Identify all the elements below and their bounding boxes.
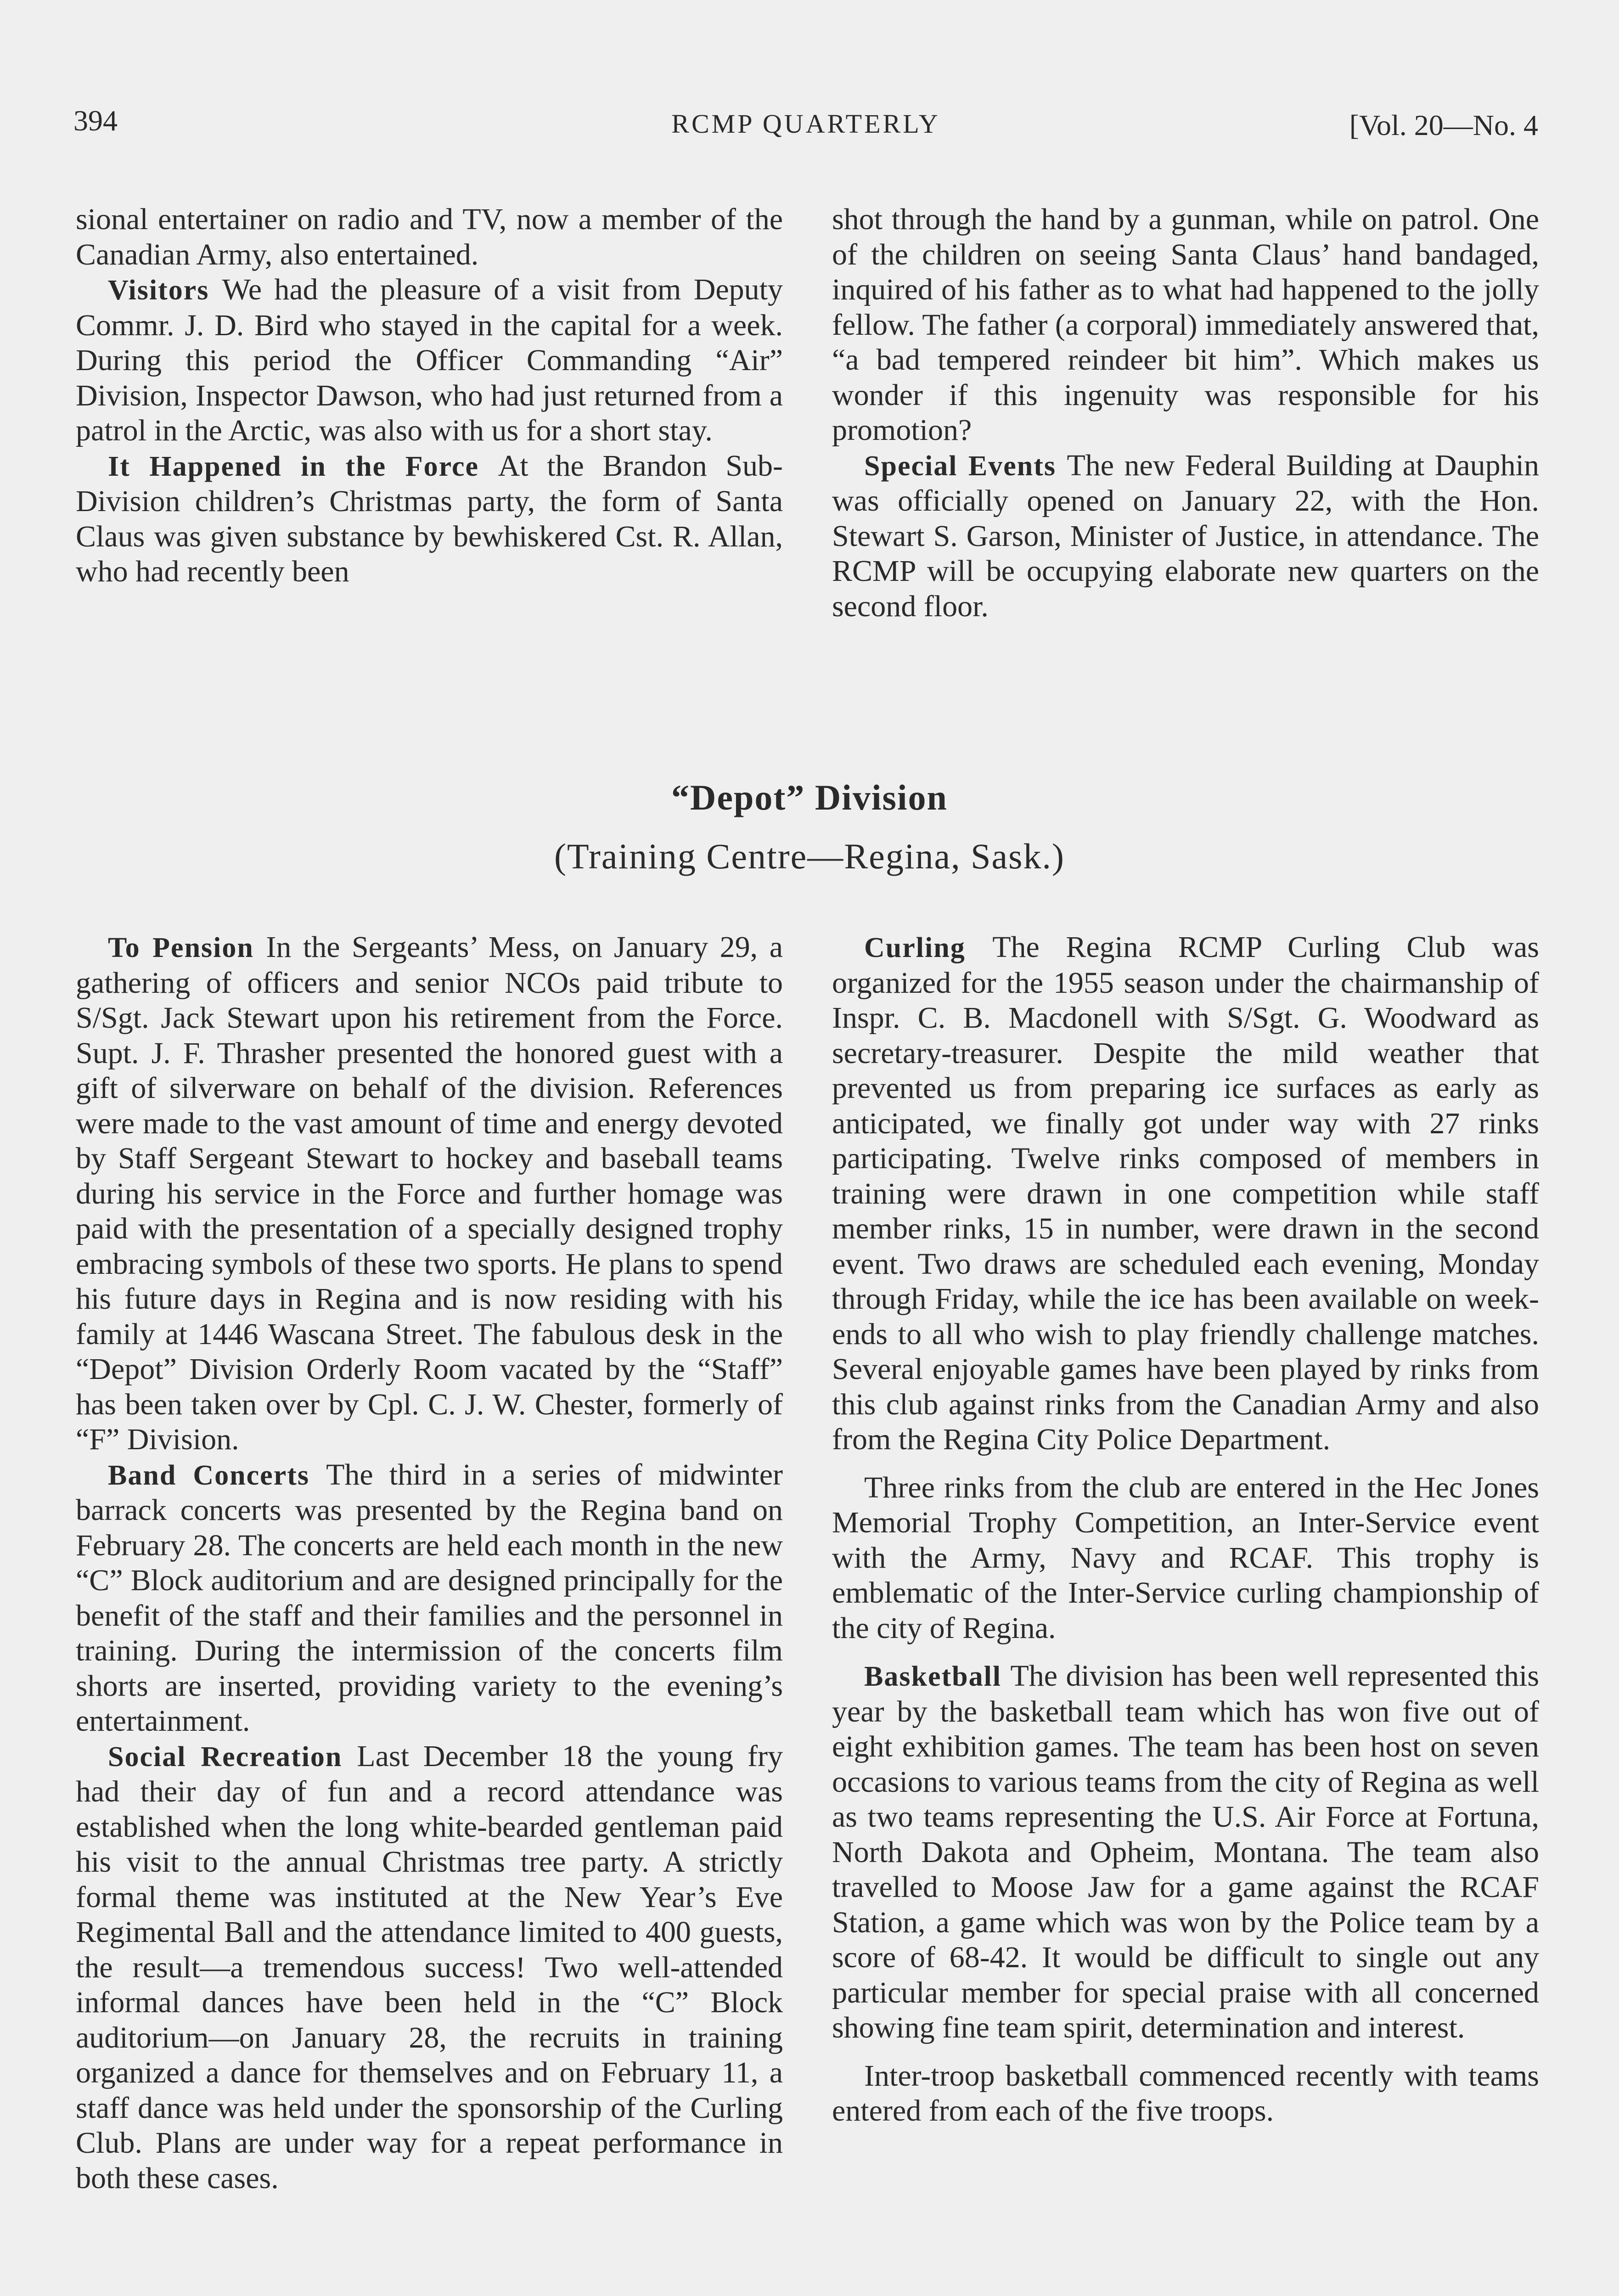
top-left-column bbox=[76, 202, 783, 590]
paragraph-text: In the Sergeants’ Mess, on January 29, a gathering of officers and senior NCOs paid tribute to S/Sgt. Jack Stewart upon his retirement from the Force. Supt. J. F. Thrasher presented the honored guest with a gift of silverware on behalf of the division. References were made to the vast amount of time and energy devoted by Staff Sergeant Stewart to hockey and baseball teams during his service in the Force and further homage was paid with the presentation of a specially designed trophy embracing symbols of these two sports. He plans to spend his future days in Regina and is now residing with his family at 1446 Wascana Street. The fabulous desk in the “Depot” Division Orderly Room vacated by the “Staff” has been taken over by Cpl. C. J. W. Chester, formerly of “F” Division. bbox=[76, 930, 783, 1456]
paragraph-text: The new Federal Building at Dauphin was officially opened on January 22, with the Hon. Stewart S. Garson, Minister of Justice, in attendance. The RCMP will be occupying elaborate new quarters on the second floor. bbox=[832, 448, 1539, 623]
section-heading: Basketball bbox=[864, 1661, 1011, 1692]
section-heading: Band Concerts bbox=[108, 1459, 326, 1491]
paragraph-text: The division has been well represented this year by the basketball team which has won five out of eight exhibition games. The team has been host on seven occasions to various teams from the city of Regina as well as two teams representing the U.S. Air Force at Fortuna, North Dakota and Opheim, Montana. The team also travelled to Moose Jaw for a game against the RCAF Station, a game which was won by the Police team by a score of 68-42. It would be difficult to single out any particular member for special praise with all concerned showing fine team spirit, determination and interest. bbox=[832, 1659, 1540, 2044]
division-title: “Depot” Division bbox=[671, 777, 948, 817]
paragraph-basketball bbox=[832, 1659, 1539, 2046]
section-heading: To Pension bbox=[108, 932, 266, 963]
paragraph-to-pension bbox=[76, 930, 783, 1458]
paragraph-visitors bbox=[76, 272, 783, 449]
paragraph-text: sional entertainer on radio and TV, now a member of the Canadian Army, also entertained. bbox=[76, 203, 783, 271]
volume-issue: [Vol. 20—No. 4 bbox=[1349, 109, 1538, 141]
section-heading: Social Recreation bbox=[108, 1741, 357, 1773]
journal-title: RCMP QUARTERLY bbox=[671, 109, 940, 139]
paragraph-text: The Regina RCMP Curling Club was organized for the 1955 season under the chairmanship of Inspr. C. B. Macdonell with S/Sgt. G. Woodward as secretary-treasurer. Despite the mild weather that prevented us from preparing ice surfaces as early as anticipated, we finally got under way with 27 rinks participating. Twelve rinks composed of members in training were drawn in one competition while staff member rinks, 15 in number, were drawn in the second event. Two draws are scheduled each evening, Monday through Friday, while the ice has been available on week-ends to all who wish to play friendly challenge matches. Several enjoyable games have been played by rinks from this club against rinks from the Canadian Army and also from the Regina City Police Department. bbox=[832, 930, 1539, 1456]
paragraph-text: Inter-troop basketball commenced recently with teams entered from each of the five troops. bbox=[832, 2059, 1539, 2127]
paragraph-continuation bbox=[76, 202, 783, 272]
paragraph-hec-jones bbox=[832, 1470, 1539, 1646]
paragraph-special-events bbox=[832, 448, 1539, 625]
paragraph-social-recreation bbox=[76, 1739, 783, 2196]
paragraph-curling bbox=[832, 930, 1539, 1458]
top-right-column bbox=[832, 202, 1539, 624]
section-heading: Special Events bbox=[864, 450, 1067, 482]
running-head bbox=[73, 104, 1538, 154]
section-heading: Curling bbox=[864, 932, 993, 963]
paragraph-it-happened bbox=[76, 449, 783, 590]
section-heading: Visitors bbox=[108, 275, 222, 306]
paragraph-band-concerts bbox=[76, 1458, 783, 1739]
paragraph-text: The third in a series of midwinter barrack concerts was presented by the Regina band on February 28. The concerts are held each month in the new “C” Block auditorium and are designed principally for the benefit of the staff and their families and the personnel in training. During the intermission of the concerts film shorts are inserted, providing variety to the evening’s entertainment. bbox=[76, 1458, 783, 1738]
paragraph-text: Three rinks from the club are entered in the Hec Jones Memorial Trophy Competition, an Inter-Service event with the Army, Navy and RCAF. This trophy is emblematic of the Inter-Service curling championship of the city of Regina. bbox=[832, 1470, 1539, 1645]
paragraph-text: We had the pleasure of a visit from Deputy Commr. J. D. Bird who stayed in the capital for a week. During this period the Officer Commanding “Air” Division, Inspector Dawson, who had just returned from a patrol in the Arctic, was also with us for a short stay. bbox=[76, 273, 783, 447]
division-subtitle: (Training Centre—Regina, Sask.) bbox=[554, 836, 1065, 876]
paragraph-text: shot through the hand by a gunman, while on patrol. One of the children on seeing Santa Claus’ hand bandaged, inquired of his father as to what had happened to the jolly fellow. The father (a corporal) immediately answered that, “a bad tempered reindeer bit him”. Which makes us wonder if this ingenuity was responsible for his promotion? bbox=[832, 203, 1539, 447]
paragraph-continuation bbox=[832, 202, 1539, 448]
section-heading: It Happened in the Force bbox=[108, 450, 498, 482]
paragraph-inter-troop bbox=[832, 2059, 1539, 2129]
paragraph-text: At the Brandon Sub-Division children’s Christmas party, the form of Santa Claus was given substance by bewhiskered Cst. R. Allan, who had recently been bbox=[76, 449, 783, 588]
paragraph-text: Last December 18 the young fry had their day of fun and a record attendance was established when the long white-bearded gentleman paid his visit to the annual Christmas tree party. A strictly formal theme was instituted at the New Year’s Eve Regimental Ball and the attendance limited to 400 guests, the result—a tremendous success! Two well-attended informal dances have been held in the “C” Block auditorium—on January 28, the recruits in training organized a dance for themselves and on February 11, a staff dance was held under the sponsorship of the Curling Club. Plans are under way for a repeat performance in both these cases. bbox=[76, 1739, 783, 2195]
bottom-left-column bbox=[76, 930, 783, 2196]
page-number: 394 bbox=[73, 104, 118, 137]
bottom-right-column bbox=[832, 930, 1539, 2129]
